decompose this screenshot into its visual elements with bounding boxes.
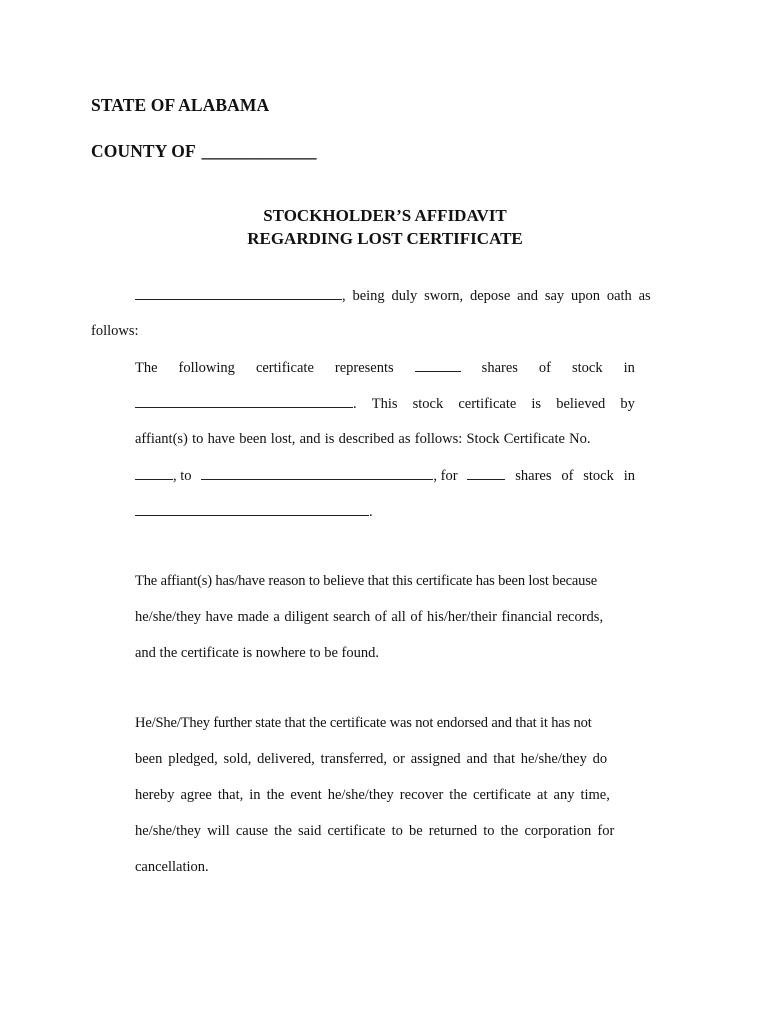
for-text: , for	[433, 468, 458, 484]
corporation-name-blank	[135, 393, 353, 408]
p4-line2: been pledged, sold, delivered, transferred, or assigned and that he/she/they do	[135, 751, 608, 767]
county-heading	[91, 141, 317, 162]
p2-word: The	[135, 360, 158, 376]
p4-line4: he/she/they will cause the said certificate to be returned to the corporation for	[135, 823, 615, 839]
p4-line3: hereby agree that, in the event he/she/they recover the certificate at any time,	[135, 787, 610, 803]
p4-line1: He/She/They further state that the certificate was not endorsed and that it has not	[135, 715, 592, 731]
company-name-blank	[135, 501, 369, 516]
county-blank: _____________	[201, 141, 317, 161]
p4-line5: cancellation.	[135, 859, 209, 875]
p2-word: certificate	[255, 360, 314, 376]
share-count-blank	[415, 357, 461, 372]
period: .	[353, 396, 357, 412]
holder-group	[201, 465, 457, 486]
p3-line1: The affiant(s) has/have reason to believe that this certificate has been lost because	[135, 573, 598, 589]
document-title-line2: REGARDING LOST CERTIFICATE	[247, 229, 523, 248]
affiant-name-blank	[135, 285, 342, 300]
p1-line1	[135, 285, 681, 305]
p2-line2	[135, 393, 635, 413]
corporation-blank-group	[135, 393, 357, 414]
p2-line5	[135, 501, 373, 521]
p2-word: stock	[572, 360, 603, 376]
p2-line1	[135, 357, 635, 377]
period: .	[369, 504, 373, 520]
county-label: COUNTY OF	[91, 141, 196, 161]
holder-name-blank	[201, 465, 433, 480]
document-title-line1: STOCKHOLDER’S AFFIDAVIT	[263, 206, 507, 225]
p2-line4	[135, 465, 635, 485]
p2-word: of	[561, 468, 574, 484]
certificate-number-blank	[135, 465, 173, 480]
p2-word: This	[371, 396, 398, 412]
p2-word: stock	[412, 396, 444, 412]
to-text: , to	[173, 468, 192, 484]
p1-line1-text: , being duly sworn, depose and say upon oath as	[342, 288, 651, 304]
p2-word: certificate	[458, 396, 517, 412]
p2-word: in	[623, 360, 635, 376]
p2-word: stock	[583, 468, 614, 484]
p2-word: shares	[515, 468, 552, 484]
p2-word: represents	[334, 360, 394, 376]
p2-word: shares	[481, 360, 518, 376]
p2-word: of	[538, 360, 552, 376]
p3-line2: he/she/they have made a diligent search of all of his/her/their financial records,	[135, 609, 604, 625]
cert-number-group	[135, 465, 192, 486]
p3-line3: and the certificate is nowhere to be found.	[135, 645, 379, 661]
p2-word: following	[178, 360, 235, 376]
p2-line3: affiant(s) to have been lost, and is described as follows: Stock Certificate No.	[135, 431, 591, 447]
p2-word: believed	[556, 396, 606, 412]
p1-line2: follows:	[91, 323, 139, 339]
state-heading	[91, 95, 269, 116]
p2-word: in	[623, 468, 635, 484]
shares-count-blank	[467, 465, 505, 480]
state-label: STATE OF ALABAMA	[91, 95, 270, 115]
p2-word: is	[531, 396, 542, 412]
p2-word: by	[620, 396, 635, 412]
